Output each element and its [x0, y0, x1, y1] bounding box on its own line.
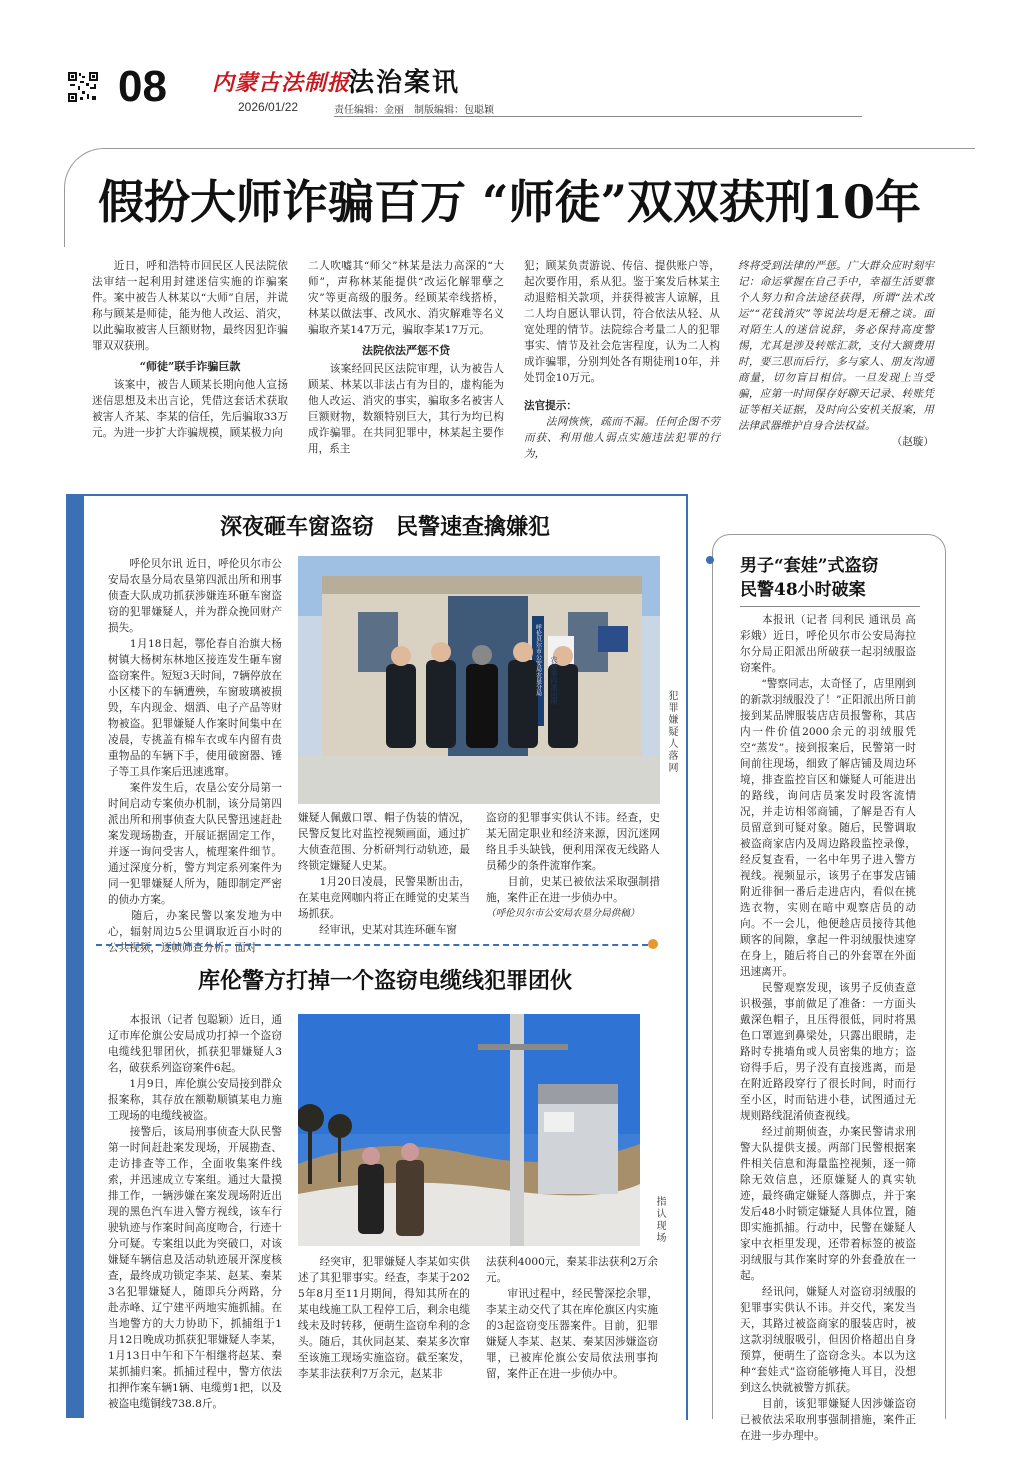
article4-frame-dot [706, 556, 714, 564]
article1-author: （赵璇） [891, 436, 934, 448]
article-divider [96, 944, 648, 946]
article1-subhead-1: “师徒”联手诈骗巨款 [139, 360, 241, 373]
article1-subhead-2: 法院依法严惩不贷 [362, 344, 450, 357]
article2-author: （呼伦贝尔市公安局农垦分局供稿） [486, 908, 640, 919]
photo-door-sign: 农垦第四派出所 [550, 656, 558, 705]
article3-column-1: 本报讯（记者 包聪颖）近日，通辽市库伦旗公安局成功打掉一个盗窃电缆线犯罪团伙，抓获犯罪嫌疑人3名，破获系列盗窃案件6起。 1月9日，库伦旗公安局接到群众报案称，其存放在额勒顺镇某电力施工现场的电缆线被盗。 接警后，该局刑事侦查大队民警第一时间赶赴案发现场，开展勘查、走访排查等工作，全面收集案件线索，并迅速成立专案组。通过大量摸排工作，一辆涉嫌在案发现场附近出现的黑色汽车进入警方视线，该车行驶轨迹与作案时间高度吻合，行迹十分可疑。专案组以此为突破口，对该嫌疑车辆信息及活动轨迹展开深度核查，最终成功锁定李某、赵某、秦某3名犯罪嫌疑人，随即兵分两路，分赴赤峰、辽宁建平两地实施抓捕。在当地警方的大力协助下，抓捕组于1月12日晚成功抓获犯罪嫌疑人李某，1月13日中午和下午相继将赵某、秦某抓捕归案。抓捕过程中，警方依法扣押作案车辆1辆、电缆剪1把，以及被盗电缆铜线738.8斤。 [108, 1014, 282, 1410]
qr-code [68, 72, 98, 102]
article2-column-1: 呼伦贝尔讯 近日，呼伦贝尔市公安局农垦分局农垦第四派出所和刑事侦查大队成功抓获涉嫌连环砸车窗盗窃的犯罪嫌疑人，并为群众挽回财产损失。 1月18日起，鄂伦春自治旗大杨树镇大杨树东林地区接连发生砸车窗盗窃案件。短短3天时间，7辆停放在小区楼下的车辆遭殃，车窗玻璃被损毁，车内现金、烟酒、电子产品等财物被盗。犯罪嫌疑人作案时间集中在凌晨，专挑盖有棉车衣或车内留有贵重物品的车辆下手，使用破窗器、锤子等工具作案后迅速逃窜。 案件发生后，农垦公安分局第一时间启动专案侦办机制，该分局第四派出所和刑事侦查大队民警迅速赶赴案发现场勘查，开展证据固定工作，并逐一询问受害人，梳理案件细节。通过深度分析，警方判定系列案件为同一犯罪嫌疑人所为，随即制定严密的侦办方案。 随后，办案民警以案发地为中心，辐射周边5公里调取近百小时的公共视频，逐帧筛查分析。面对 [108, 558, 282, 954]
article2-frame-left [66, 494, 84, 1418]
article1-column-1: 近日，呼和浩特市回民区人民法院依法审结一起利用封建迷信实施的诈骗案件。案中被告人林某以“大师”自居，并谎称与顾某是师徒，能为他人改运、消灾，以此骗取被害人巨额财物，最终因犯诈骗罪双双获刑。 “师徒”联手诈骗巨款 该案中，被告人顾某长期向他人宣扬迷信思想及未出言论，凭借这套话术获取被害人齐某、李某的信任，先后骗取33万元。为进一步扩大诈骗规模，顾某极力向 [92, 260, 288, 439]
article3-column-2: 经突审，犯罪嫌疑人李某如实供述了其犯罪事实。经查，李某于2025年8月至11月期间，得知其所在的某电线施工队工程停工后，剩余电缆线未及时转移，便萌生盗窃牟利的念头。随后，其伙同赵某、秦某多次窜至该施工现场实施盗窃。截至案发，李某非法获利7万余元，赵某非 [298, 1256, 470, 1380]
suspect-arrest-photo [298, 556, 660, 804]
article2-photo-caption: 犯罪嫌疑人落网 [666, 690, 677, 774]
article2-title: 深夜砸车窗盗窃 民警速查擒嫌犯 [219, 514, 550, 540]
article1-column-4: 终将受到法律的严惩。广大群众应时刻牢记：命运掌握在自己手中，幸福生活要靠个人努力和合法途径获得，所谓“法术改运”“花钱消灾”等说法均是无稽之谈。面对陌生人的迷信说辞，务必保持高度警惕，尤其是涉及转账汇款，支付大额费用时，要三思而后行，多与家人、朋友沟通商量，切勿盲目相信。一旦发现上当受骗，应第一时间保存好聊天记录、转账凭证等相关证据，及时向公安机关报案，用法律武器维护自身合法权益。 （赵璇） [738, 260, 934, 448]
page-number: 08 [118, 62, 167, 111]
judge-tip-title: 法官提示： [524, 400, 577, 412]
newspaper-logo: 内蒙古法制报 [212, 70, 351, 96]
header-rule [334, 116, 862, 117]
article4-title-line-1: 男子“套娃”式盗窃 [740, 556, 879, 576]
article1-column-3: 犯；顾某负责游说、传信、提供账户等，起次要作用，系从犯。鉴于案发后林某主动退赔相关款项，并获得被害人谅解，且二人均自愿认罪认罚，符合依法从轻、从宽处理的情节。法院综合考量二人的犯罪事实、情节及社会危害程度，认为二人构成诈骗罪，分别判处各有期徒刑10年，并处罚金10万元。 法官提示： 法网恢恢，疏而不漏。任何企图不劳而获、利用他人弱点实施违法犯罪的行为， [524, 260, 720, 460]
article2-column-3: 盗窃的犯罪事实供认不讳。经查，史某无固定职业和经济来源，因沉迷网络且手头缺钱，便利用深夜无线路人员稀少的条件流窜作案。 目前，史某已被依法采取强制措施，案件正在进一步侦办中。 （呼伦贝尔市公安局农垦分局供稿） [486, 810, 660, 922]
article1-column-2: 二人吹嘘其“师父”林某是法力高深的“大师”，声称林某能提供“改运化解罪孽之灾”等更高级的服务。经顾某牵线搭桥，林某以做法事、改风水、消灾解难等名义骗取齐某147万元，骗取李某17万元。 法院依法严惩不贷 该案经回民区法院审理，认为被告人顾某、林某以非法占有为目的，虚构能为他人改运、消灾的事实，骗取多名被害人巨额财物，数额特别巨大，其行为均已构成诈骗罪。在共同犯罪中，林某起主要作用，系主 [308, 260, 504, 455]
article1-title: 假扮大师诈骗百万 “师徒”双双获刑10年 [98, 175, 921, 229]
article4-title-rule [740, 606, 920, 607]
section-title: 法治案讯 [348, 68, 461, 98]
editor-credits: 责任编辑：金丽 制版编辑：包聪颖 [334, 105, 494, 116]
photo-vertical-sign: 呼伦贝尔市公安局农垦分局 [534, 624, 542, 696]
issue-date: 2026/01/22 [238, 100, 299, 114]
article4-body: 本报讯（记者 闫利民 通讯员 高彩娥）近日，呼伦贝尔市公安局海拉尔分局正阳派出所破获一起羽绒服盗窃案件。 “警察同志，太奇怪了，店里刚到的新款羽绒服没了！”正阳派出所日前接到某品牌服装店店员报警称，其店内一件价值2000余元的羽绒服凭空“蒸发”。接到报案后，民警第一时间前往现场，细致了解店铺及周边环境，排查监控盲区和嫌疑人可能进出的路线，询问店员案发时段客流情况，并走访相邻商铺，了解是否有人员留意到可疑对象。随后，民警调取被盗商家店内及周边路段监控录像，经反复查看，一名中年男子进入警方视线。视频显示，该男子在事发店铺附近徘徊一番后走进店内，看似在挑选衣物，实则在暗中观察店员的动向。不一会儿，他便趁店员接待其他顾客的间隙，拿起一件羽绒服快速穿在身上，随后将自己的外套罩在外面迅速离开。 民警观察发现，该男子反侦查意识极强，事前做足了准备：一方面头戴深色帽子，且压得很低，同时将黑色口罩遮到鼻梁处，只露出眼睛，走路时专挑墙角或人员密集的地方；盗窃得手后，男子没有直接逃离，而是在附近路段穿行了很长时间，时而行至小区，时而钻进小巷，试图通过无规则路线混淆侦查视线。 经过前期侦查，办案民警请求刑警大队提供支援。两部门民警根据案件相关信息和海量监控视频，逐一筛除无效信息，还原嫌疑人的真实轨迹，最终确定嫌疑人落脚点，并于案发后48小时锁定嫌疑人具体位置，随即实施抓捕。行动中，民警在嫌疑人家中衣柜里发现，还带着标签的被盗羽绒服与其作案时穿的外套叠放在一起。 经讯问，嫌疑人对盗窃羽绒服的犯罪事实供认不讳。并交代，案发当天，其路过被盗商家的服装店时，被这款羽绒服吸引，但因价格超出自身预算，便萌生了盗窃念头。本以为这种“套娃式”盗窃能够掩人耳目，没想到这么快就被警方抓获。 目前，该犯罪嫌疑人因涉嫌盗窃已被依法采取刑事强制措施，案件正在进一步办理中。 [740, 614, 916, 1442]
article3-title: 库伦警方打掉一个盗窃电缆线犯罪团伙 [197, 968, 572, 994]
article3-photo-caption: 指认现场 [654, 1196, 665, 1244]
divider-dot [648, 939, 658, 949]
article3-column-3: 法获利4000元，秦某非法获利2万余元。 审讯过程中，经民警深挖余罪，李某主动交代了其在库伦旗区内实施的3起盗窃变压器案件。目前，犯罪嫌疑人李某、赵某、秦某因涉嫌盗窃罪，已被库伦旗公安局依法刑事拘留，案件正在进一步侦办中。 [486, 1256, 658, 1380]
crime-scene-photo [298, 1014, 640, 1246]
article2-column-2: 嫌疑人佩戴口罩、帽子伪装的情况，民警反复比对监控视频画面，通过扩大侦查范围、分析研判行动轨迹，最终锁定嫌疑人史某。 1月20日凌晨，民警果断出击，在某电竞网咖内将正在睡觉的史某当场抓获。 经审讯，史某对其连环砸车窗 [298, 812, 470, 936]
article4-title-line-2: 民警48小时破案 [740, 580, 866, 600]
